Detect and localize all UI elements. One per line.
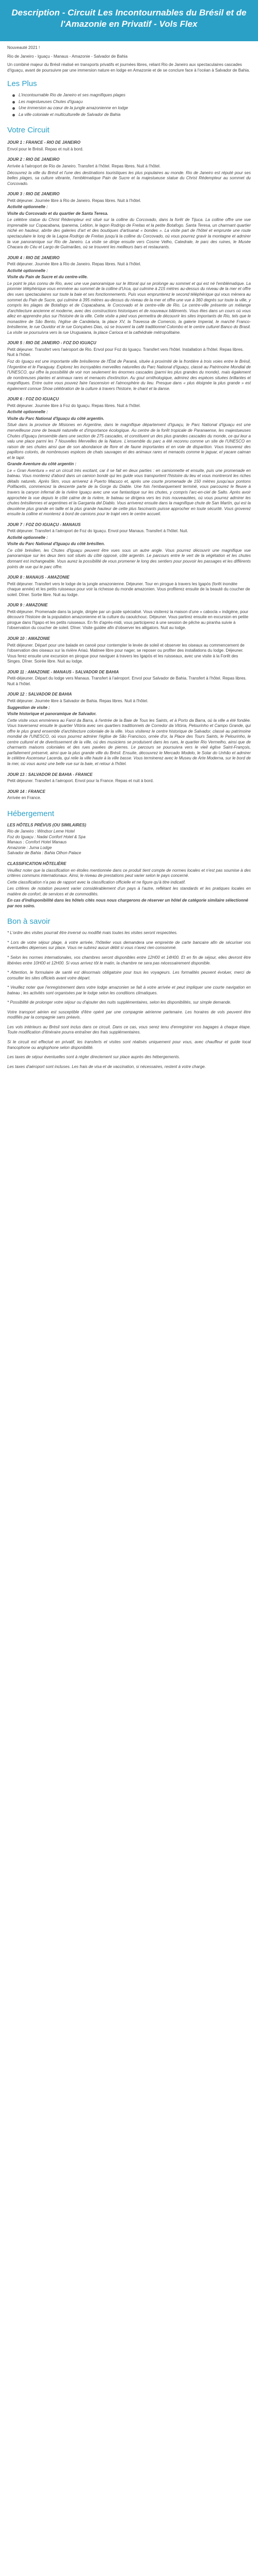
day-title: JOUR 10 : AMAZONIE bbox=[7, 636, 50, 641]
day-activity-label: Visite du Parc National d'Iguaçu du côté brésilien. bbox=[7, 541, 105, 547]
day-activity-label: Visite du Parc National d'Iguaçu du côté argentin. bbox=[7, 416, 104, 421]
note-paragraph: * Veuillez noter que l'enregistrement dans votre lodge amazonien se fait à votre arrivée et peut impliquer une courte navigation en bateau ; les activités sont organisées par le lodge selon les conditions climatiques. bbox=[7, 985, 251, 995]
day-summary: Arrivée à l'aéroport de Rio de Janeiro. Transfert à l'hôtel. Repas libres. Nuit à l'hôtel. bbox=[7, 164, 161, 169]
day-description: Le point le plus connu de Rio, avec une vue panoramique sur le littoral qui se prolonge au sommet et qui est né l'emblématique. La pionnier téléphérique vous emmène au sommet de la colline d'Urca, qui culmine à 215 mètres au-dessus du niveau de la mer et offre des vues spectaculaires sur toute la baie et ses fonctionnements. Puis vous emprunterez le second téléphérique qui vous mènera au sommet du Pain de Sucre, qui culmine à 395 mètres au-dessus du niveau de la mer et offre une vue à 360 degrés sur toute la ville, y compris les plages de Botafogo et de Copacabana, le Corcovado et le centre-ville de Rio. Le centre-ville présente un mélange d'architecture ancienne et moderne, avec des constructions historiques et de nouveaux bâtiments. Vous êtes dans un cours où vous allez en apprendre plus sur l'histoire de la ville. Cette visite a pied vous permettra de découvrir les sites importants de Rio, tels que le monastère de São Bento, l'église de Candelaria, la place XV, la Travessa de Comercio, la galerie Imperial, le marché Franco-brésilienne, le rue Ouvidor et le rue Gonçalves Dias, où se trouvent la café traditionnel Colombo et le centre culturel Banco do Brasil. La visite se poursuivra vers la rue Uruguaiana, la place Carioca et la cathédrale métropolitaine. bbox=[7, 281, 251, 335]
note-paragraph: * Lors de votre séjour plage, à votre arrivée, l'hôtelier vous demandera une empreinte de carte bancaire afin de sécuriser vos éventuelles dépenses sur place. Vous ne subirez aucun débit si vous n'avez rien consommé. bbox=[7, 940, 251, 951]
day-summary: Petit-déjeuner. Départ du lodge vers Manaus. Transfert à l'aéroport. Envol pour Salvador de Bahia. Transfert à l'hôtel. Repas libres. Nuit à l'hôtel. bbox=[7, 676, 247, 686]
plus-list bbox=[7, 93, 251, 117]
day-title: JOUR 4 : RIO DE JANEIRO bbox=[7, 255, 60, 260]
day-activity-label: Visite du Pain de Sucre et du centre-ville. bbox=[7, 275, 88, 280]
day-activity-label: Activité optionnelle : bbox=[7, 205, 48, 210]
bon-a-savoir-title: Bon à savoir bbox=[7, 917, 51, 926]
title-banner bbox=[0, 0, 258, 41]
plus-title: Les Plus bbox=[7, 79, 37, 89]
day-activity-label: Activité optionnelle : bbox=[7, 268, 48, 273]
note-paragraph: Les vols intérieurs au Brésil sont inclus dans ce circuit. Dans ce cas, vous serez tenu d'enregistrer vos bagages à chaque étape. Toute modification d'itinéraire pourra entraîner des frais supplémentaires. bbox=[7, 1024, 251, 1035]
day-summary: Arrivée en France. bbox=[7, 795, 41, 801]
day-summary: Petit déjeuner. Journée libre à Foz do Iguaçu. Repas libres. Nuit à l'hôtel. bbox=[7, 403, 141, 408]
day-block bbox=[7, 575, 251, 598]
day-title: JOUR 2 : RIO DE JANEIRO bbox=[7, 157, 60, 162]
day-block bbox=[7, 603, 251, 631]
intro-summary: Un combiné majeur du Brésil réalisé en transports privatifs et journées libres, reliant Rio de Janeiro aux spectaculaires cascades d'Iguaçu, avant de poursuivre par une immersion nature en lodge en Amazonie et de se conclure face à l'océan à Salvador de Bahia. bbox=[7, 62, 250, 73]
day-summary: Petit déjeuner. Transfert vers le lodge de la jungle amazonienne. Déjeuner. Tour en pirogue à travers les Igapós (forêt inondée chaque année) et les petits ruisseaux pour voir la richesse du monde amazonien. Vous profiterez ensuite de la beauté du coucher de soleil. Dîner. Sortie libre. Nuit au lodge. bbox=[7, 581, 250, 597]
hotel-line: Amazonie : Juma Lodge bbox=[7, 845, 52, 850]
day-block bbox=[7, 692, 251, 767]
day-title: JOUR 12 : SALVADOR DE BAHIA bbox=[7, 692, 72, 697]
day-block bbox=[7, 670, 251, 687]
hebergement-section bbox=[7, 809, 251, 909]
day-block bbox=[7, 772, 251, 784]
note-paragraph: * Possibilité de prolonger votre séjour ou d'ajouter des nuits supplémentaires, selon les disponibilités, sur simple demande. bbox=[7, 1000, 232, 1005]
intro-route: Rio de Janeiro - Iguaçu - Manaus - Amazonie - Salvador de Bahia bbox=[7, 54, 128, 59]
hebergement-title: Hébergement bbox=[7, 809, 54, 818]
note-paragraph: Les taxes d'aéroport sont incluses. Les frais de visa et de vaccination, si nécessaires, restent à votre charge. bbox=[7, 1064, 206, 1069]
day-block bbox=[7, 157, 251, 187]
day-summary: Petit déjeuner. Journée libre à Salvador de Bahia. Repas libres. Nuit à l'hôtel. bbox=[7, 698, 149, 703]
day-summary: Petit déjeuner. Journée libre à Rio de Janeiro. Repas libres. Nuit à l'hôtel. bbox=[7, 198, 141, 203]
hotel-line: Rio de Janeiro : Windsor Leme Hotel bbox=[7, 829, 75, 834]
plus-item: Une immersion au cœur de la jungle amazonienne en lodge bbox=[12, 106, 251, 111]
day-block bbox=[7, 397, 251, 517]
availability-note: En cas d'indisponibilité dans les hôtels cités nous nous chargerons de réserver un hôtel de catégorie similaire sélectionné par nos soins. bbox=[7, 898, 248, 908]
day-activity-label: Activité optionnelle : bbox=[7, 535, 48, 540]
day-title: JOUR 8 : MANAUS - AMAZONIE bbox=[7, 575, 70, 580]
classification-paragraph: Veuillez noter que la classification en étoiles mentionnée dans ce produit tient compte de normes locales et n'est pas soumise à des critères communs internationaux. Ainsi, le niveau de prestations peut varier selon le pays concerné. bbox=[7, 868, 251, 878]
day-title: JOUR 5 : RIO DE JANEIRO - FOZ DO IGUAÇU bbox=[7, 341, 96, 346]
classification-paragraph: Les critères de notation peuvent varier considérablement d'un pays à l'autre, reflétant les standards et les pratiques locales en matière de confort, de services et de commodités. bbox=[7, 886, 251, 896]
notes-list bbox=[7, 930, 251, 1070]
intro-new: Nouveauté 2021 ! bbox=[7, 45, 40, 50]
day-title: JOUR 6 : FOZ DO IGUAÇU bbox=[7, 397, 59, 402]
day-summary: Petit déjeuner. Transfert vers l'aéroport de Rio. Envol pour Foz do Iguaçu. Transfert vers l'hôtel. Installation à l'hôtel. Repas libres. Nuit à l'hôtel. bbox=[7, 347, 244, 358]
main-content bbox=[0, 41, 258, 1070]
day-title: JOUR 1 : FRANCE - RIO DE JANEIRO bbox=[7, 140, 80, 145]
note-paragraph: * Selon les normes internationales, vos chambres seront disponibles entre 12H00 et 14H00. Et en fin de séjour, elles devront être libérées entre 10H00 et 12H00. Si vous arrivez tôt le matin, la chambre ne sera pas nécessairement disponible. bbox=[7, 955, 251, 965]
day-title: JOUR 11 : AMAZONIE - MANAUS - SALVADOR DE BAHIA bbox=[7, 669, 119, 674]
day-summary: Petit déjeuner. Journée libre à Rio de Janeiro. Repas libres. Nuit à l'hôtel. bbox=[7, 262, 141, 267]
day-activity-label: Visite du Corcovado et du quartier de Santa Teresa. bbox=[7, 211, 108, 216]
day-description: Situé dans la province de Misiones en Argentine, dans le magnifique département d'Iguaçu, le Parc National d'Iguaçu est une merveilleuse zone de beauté naturelle et d'importance écologique. Au centre de la forêt tropicale de Paranaense, les majestueuses Chutes d'Iguaçu (ensemble dans une section de 275 cascades, et constituent un des plus grandes cascades du monde, ce qui leur a valu une place parmi les 7 Nouvelles Merveilles de la Nature. L'ensemble du parc a été reconnu comme un site de l'UNESCO en raison de ses chutes ainsi que de son abondance de flore et de faune importantes et en voie de disparition. Vous trouverez des papillons colorés, de nombreuses espèces de chats sauvages et des animaux rares et menacés comme le jaguar, el yacare caiman et le tapir. bbox=[7, 422, 251, 460]
classification-paragraph: Cette classification n'a pas de rapport avec la classification officielle et ne figure qu'à titre indicatif. bbox=[7, 879, 186, 885]
day-title: JOUR 9 : AMAZONIE bbox=[7, 603, 48, 608]
classification-heading: CLASSIFICATION HÔTELIÈRE bbox=[7, 861, 67, 866]
note-paragraph: * L'ordre des visites pourrait être inversé ou modifié mais toutes les visites seront respectées. bbox=[7, 930, 178, 936]
day-summary: Petit déjeuner. Transfert à l'aéroport de Foz do Iguaçu. Envol pour Manaus. Transfert à l'hôtel. Nuit. bbox=[7, 529, 188, 534]
plus-item: La ville coloniale et multiculturelle de Salvador de Bahia bbox=[12, 112, 251, 118]
day-title: JOUR 13 : SALVADOR DE BAHIA - FRANCE bbox=[7, 772, 93, 777]
day-block bbox=[7, 789, 251, 801]
circuit-section bbox=[7, 126, 251, 801]
plus-item: L'incontournable Rio de Janeiro et ses magnifiques plages bbox=[12, 93, 251, 98]
day-description: Le « Gran Aventura » est un circuit très excitant, car il se fait en deux parties : en camionnette et ensuite, puis une promenade en bateau. Vous monterez d'abord dans un camion bondé qui les guide vous transportent l'histoire du lieu et vous montreront les riches détails naturels. Après 5km, vous arriverez à Puerto Macuco et, après une courte promenade de 150 mètres jusqu'aux pontons Polifacetis, commencez la descente parte de la Gorge du Diable. Une fois l'embarquement terminé, vous parcourez le fleuve à travers la canyon infernal de la rivière Iguaçu avec une vue fantastique sur les chutes, y compris l'arc-en-ciel de Salto. Après avoir approchée la vue depuis le côté calme de la rivière, le bateau se dirigera vers les trois nouveautées, où vous pourrez admirer les chutes brésiliennes et argentines et la Garganta del Diablo. Vous arriverez ensuite dans la magnifique chute de San Martín, qui est la deuxième plus grande en taille et la plus grande hauteur de cette plus fascinants puisse approcher en toute sécurité. Vous groverez ensuite la colline et monterez à bord de camions pour le trajet vers le centre accueil. bbox=[7, 468, 251, 517]
day-description: Ce côté brésilien, les Chutes d'Iguaçu peuvent être vues sous un autre angle. Vous pourrez découvrir une magnifique vue panoramique sur les deux tiers soit situés du côté opposé, côté argentin. Le parcours entre le vert de la végétation et les chutes donnant est inchangeable. Vous aurez la possibilité de vous promener le long des sentiers pour pouvoir les passages et les différents points de vue qui le parc offre. bbox=[7, 548, 251, 569]
day-title: JOUR 14 : FRANCE bbox=[7, 789, 45, 794]
circuit-title: Votre Circuit bbox=[7, 126, 50, 135]
day-activity-label: Suggestion de visite : bbox=[7, 705, 50, 710]
bon-a-savoir-section bbox=[7, 917, 251, 1070]
day-summary: Petit déjeuner. Transfert à l'aéroport. Envol pour la France. Repas et nuit à bord. bbox=[7, 778, 154, 784]
intro-section bbox=[7, 45, 251, 73]
page-title: Description - Circuit Les Incontournables du Brésil et de l'Amazonie en Privatif - Vols Flex bbox=[11, 8, 247, 29]
day-description: Le célèbre statue du Christ Rédempteur est situé sur la colline du Corcovado, dans la forêt de Tijuca. La colline offre une vue imprenable sur Copacabana, Ipanema, Leblon, le lagon Rodrigo de Freitas et la petite Botafogo. Santa Teresa, un charmant quartier niché en hauteur, abrite des galeries d'art et des boutiques d'artisanat « bondes ». La visite part de l'hôtel et emprunte une route spectaculaire le long de la Lagoa Rodrigo de Freitas jusqu'à la colline du Corcovado, où vous pourrez gravir la montagne et admirer la vue panoramique sur Rio de Janeiro. La visite se dirige ensuite vers Cosme Velho, Catedrale, le parc des ruines, le Musée Chacara do Céu et Largo de Guimarães, où se trouvent les meilleurs bars et restaurants. bbox=[7, 217, 251, 250]
hotel-line: Salvador de Bahia : Bahia Othon Palace bbox=[7, 851, 82, 856]
hotel-line: Manaus : Comfort Hotel Manaus bbox=[7, 840, 67, 845]
day-title: JOUR 3 : RIO DE JANEIRO bbox=[7, 192, 60, 197]
day-block bbox=[7, 522, 251, 570]
plus-item: Les majestueuses Chutes d'Iguaçu bbox=[12, 99, 251, 105]
day-list bbox=[7, 140, 251, 801]
day-summary: Envol pour le Brésil. Repas et nuit à bord. bbox=[7, 146, 84, 151]
day-block bbox=[7, 636, 251, 665]
day-block bbox=[7, 341, 251, 392]
day-description: Foz do Iguaçu est une importante ville brésilienne de l'État de Paraná, située à proximité de la frontière à trois voies entre le Brésil, l'Argentine et le Paraguay. Explorez les incroyables merveilles naturelles du Parc National d'Iguaçu, classé au Patrimoine Mondial de l'UNESCO, qui offre la possibilité de voir non seulement les énormes cascades (parmi les plus grandes du monde), mais également de nombreuses plantes et animaux rares et menacés d'extinction. Au gout ornithologique, admirez des espèces situées brillantes et magnifiques. Entre outre vous pouvez faire l'ascension et l'atmosphère du lieu. Presque dans « plus éloignée la plus grande » est également connue Show célébration de la culture à travers l'histoire, le chant et la danse. bbox=[7, 359, 251, 391]
plus-section bbox=[7, 79, 251, 117]
hotel-line: Foz do Iguaçu : Nadai Confort Hotel & Spa bbox=[7, 834, 86, 839]
note-paragraph: Si le circuit est effectué en privatif, les transferts et visites sont réalisés uniquement pour vous, avec chauffeur et guide local francophone ou anglophone selon disponibilité. bbox=[7, 1040, 251, 1050]
day-description: Découvrez la ville du Brésil et l'une des destinations touristiques les plus populaires au monde. Rio de Janeiro est réputé pour ses belles plages, sa culture vibrante, l'emblématique Pain de Sucre et la majestueuse statue du Christ Rédempteur au sommet du Corcovado. bbox=[7, 170, 251, 186]
day-title: JOUR 7 : FOZ DO IGUAÇU - MANAUS bbox=[7, 522, 81, 527]
day-activity-label: Grande Aventure du côté argentin : bbox=[7, 462, 76, 467]
day-block bbox=[7, 192, 251, 250]
note-paragraph: Les taxes de séjour éventuelles sont à régler directement sur place auprès des hébergements. bbox=[7, 1055, 180, 1060]
note-paragraph: * Attention, le formulaire de santé est désormais obligatoire pour tous les voyageurs. Les formalités peuvent évoluer, merci de consulter les sites officiels avant votre départ. bbox=[7, 970, 251, 980]
note-paragraph: Votre transport aérien est susceptible d'être opéré par une compagnie aérienne partenaire. Les horaires de vols peuvent être modifiés par la compagnie sans préavis. bbox=[7, 1009, 251, 1020]
day-summary: Petit déjeuner. Départ pour une balade en canoë pour contempler le levée de soleil et observer les oiseaux au commencement de l'observation des oiseaux sur la rivière Ariaú. Matinee libre pour nager, se reposer ou profiter des installations du lodge. Déjeuner. Vous ferez ensuite une excursion en pirogue pour naviguer à travers les Igapós et les ruisseaux, avec une visite à la Forêt des Singes. Dîner. Soirée libre. Nuit au lodge. bbox=[7, 642, 245, 664]
day-summary: Petit-déjeuner. Promenade dans la jungle, dirigée par un guide spécialisé. Vous visiterez la maison d'une « cabocla » indigène, pour découvrir l'histoire de la population amazonienne et la culture du caoutchouc. Déjeuner. Vous partirez ensuite en excursion en petite pirogue dans l'Igapo et les petits ruisseaux. En fin d'après-midi, vous participerez à une session de pêche au piranha suivie à l'observation du coucher de soleil. Dîner. Visite guidée afin d'observer les alligators. Nuit au lodge. bbox=[7, 609, 249, 631]
hotels-heading: LES HÔTELS PRÉVUS (OU SIMILAIRES) bbox=[7, 822, 86, 827]
day-activity-label: Visite historique et panoramique de Salvador. bbox=[7, 711, 97, 717]
day-activity-label: Activité optionnelle : bbox=[7, 410, 48, 415]
day-block bbox=[7, 256, 251, 336]
day-description: Cette visite vous emmènera au Farol da Barra, à l'entrée de la Baie de Tous les Saints, et à Porto da Barra, où la ville a été fondée. Vous traverserez ensuite le quartier Vitória avec ses quartiers traditionnels de Corredor da Vitória, Pelourinho et Campo Grande, qui offre le plus grand ensemble d'architecture coloniale de la ville. Vous visiterez le centre historique de Salvador, classé au patrimoine mondial de l'UNESCO, où vous pourrez admirer l'église de São Francisco, ornée d'or, la Place des Tours Saints, le Pelourinho, le centre culturel et de divertissement de la ville, où des musiciens se produisent dans les rues, le quartier Rio Vermelho, ainsi que de charmants maisons coloniales et des rues pavées de pierres. Le parcours se poursuivra vers le vieil église Saint-François, parfaitement préservé, ainsi que la plus grande ville du Brésil. Ensuite, découvrez le Mercado Modelo, le Solar do Unhão et admirer le célèbre Ascenseur Lacerda, qui relie la ville haute à la ville basse. Vous terminerez avec le Museu de Arte Moderna, sur le bord de la mer, où vous aurez une belle vue sur la baie, et retour à l'hôtel. bbox=[7, 718, 251, 766]
day-block bbox=[7, 140, 251, 152]
